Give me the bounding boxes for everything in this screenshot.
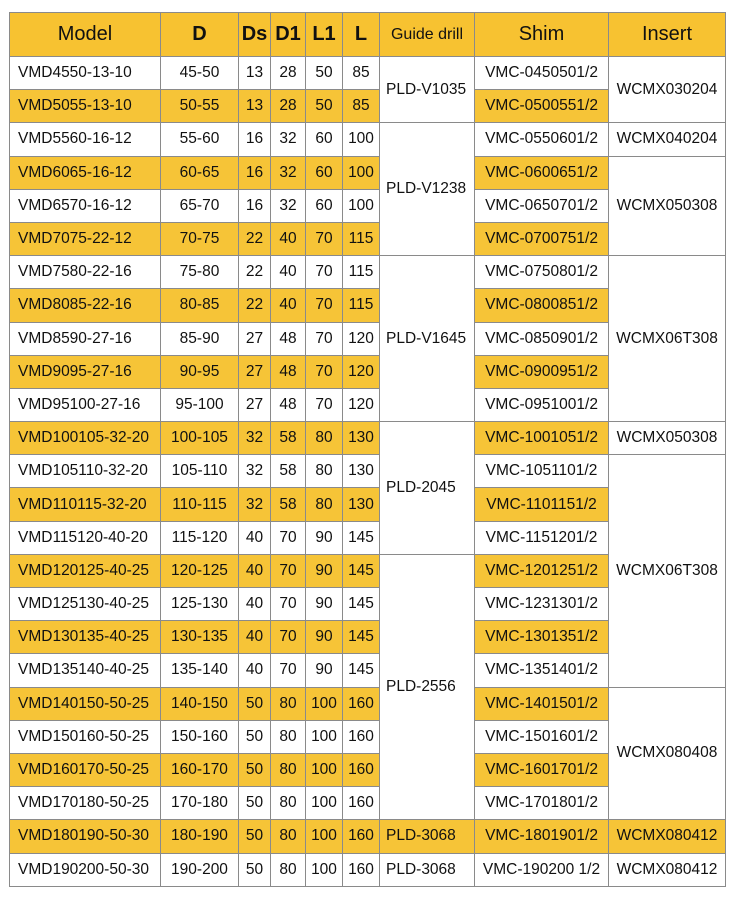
- l-cell: 85: [343, 57, 380, 90]
- d-cell: 95-100: [161, 388, 239, 421]
- ds-cell: 50: [239, 853, 271, 886]
- ds-cell: 50: [239, 720, 271, 753]
- header-model: Model: [10, 13, 161, 57]
- l-cell: 115: [343, 222, 380, 255]
- ds-cell: 16: [239, 189, 271, 222]
- l-cell: 160: [343, 753, 380, 786]
- d1-cell: 80: [271, 720, 306, 753]
- l1-cell: 60: [306, 156, 343, 189]
- model-cell: VMD170180-50-25: [10, 787, 161, 820]
- d-cell: 120-125: [161, 554, 239, 587]
- d1-cell: 40: [271, 256, 306, 289]
- l1-cell: 90: [306, 521, 343, 554]
- l-cell: 145: [343, 554, 380, 587]
- l-cell: 130: [343, 455, 380, 488]
- shim-cell: VMC-1101151/2: [475, 488, 609, 521]
- insert-cell: WCMX080412: [609, 820, 726, 853]
- ds-cell: 27: [239, 388, 271, 421]
- model-cell: VMD120125-40-25: [10, 554, 161, 587]
- l-cell: 145: [343, 654, 380, 687]
- l1-cell: 100: [306, 820, 343, 853]
- ds-cell: 40: [239, 588, 271, 621]
- l1-cell: 70: [306, 355, 343, 388]
- d-cell: 100-105: [161, 422, 239, 455]
- guide-drill-cell: PLD-V1035: [380, 57, 475, 123]
- d1-cell: 70: [271, 588, 306, 621]
- shim-cell: VMC-0600651/2: [475, 156, 609, 189]
- guide-drill-cell: PLD-V1645: [380, 256, 475, 422]
- insert-cell: WCMX030204: [609, 57, 726, 123]
- l1-cell: 60: [306, 189, 343, 222]
- d-cell: 60-65: [161, 156, 239, 189]
- l1-cell: 100: [306, 687, 343, 720]
- d1-cell: 48: [271, 355, 306, 388]
- shim-cell: VMC-1351401/2: [475, 654, 609, 687]
- d-cell: 85-90: [161, 322, 239, 355]
- d1-cell: 70: [271, 654, 306, 687]
- ds-cell: 22: [239, 256, 271, 289]
- l1-cell: 50: [306, 57, 343, 90]
- l1-cell: 90: [306, 654, 343, 687]
- d-cell: 110-115: [161, 488, 239, 521]
- l1-cell: 70: [306, 289, 343, 322]
- d-cell: 75-80: [161, 256, 239, 289]
- l1-cell: 50: [306, 90, 343, 123]
- insert-cell: WCMX050308: [609, 422, 726, 455]
- ds-cell: 50: [239, 753, 271, 786]
- shim-cell: VMC-1801901/2: [475, 820, 609, 853]
- header-row: [10, 13, 726, 57]
- d1-cell: 70: [271, 554, 306, 587]
- model-cell: VMD125130-40-25: [10, 588, 161, 621]
- guide-drill-cell: PLD-2556: [380, 554, 475, 820]
- shim-cell: VMC-0500551/2: [475, 90, 609, 123]
- insert-cell: WCMX080412: [609, 853, 726, 886]
- l-cell: 100: [343, 189, 380, 222]
- model-cell: VMD8590-27-16: [10, 322, 161, 355]
- table-row: [10, 156, 726, 189]
- d1-cell: 70: [271, 521, 306, 554]
- l1-cell: 90: [306, 621, 343, 654]
- header-d: D: [161, 13, 239, 57]
- l-cell: 160: [343, 720, 380, 753]
- d1-cell: 32: [271, 123, 306, 156]
- d1-cell: 40: [271, 222, 306, 255]
- insert-cell: WCMX050308: [609, 156, 726, 256]
- ds-cell: 13: [239, 90, 271, 123]
- shim-cell: VMC-190200 1/2: [475, 853, 609, 886]
- l-cell: 160: [343, 820, 380, 853]
- l1-cell: 70: [306, 256, 343, 289]
- table-row: [10, 455, 726, 488]
- model-cell: VMD180190-50-30: [10, 820, 161, 853]
- shim-cell: VMC-1231301/2: [475, 588, 609, 621]
- l-cell: 130: [343, 488, 380, 521]
- ds-cell: 40: [239, 621, 271, 654]
- ds-cell: 27: [239, 322, 271, 355]
- l1-cell: 100: [306, 787, 343, 820]
- header-d1: D1: [271, 13, 306, 57]
- model-cell: VMD6065-16-12: [10, 156, 161, 189]
- header-l: L: [343, 13, 380, 57]
- table-row: [10, 123, 726, 156]
- shim-cell: VMC-0800851/2: [475, 289, 609, 322]
- d-cell: 135-140: [161, 654, 239, 687]
- model-cell: VMD6570-16-12: [10, 189, 161, 222]
- l1-cell: 90: [306, 554, 343, 587]
- model-cell: VMD7075-22-12: [10, 222, 161, 255]
- table-row: [10, 820, 726, 853]
- d1-cell: 80: [271, 820, 306, 853]
- d1-cell: 80: [271, 853, 306, 886]
- d1-cell: 32: [271, 189, 306, 222]
- model-cell: VMD4550-13-10: [10, 57, 161, 90]
- model-cell: VMD8085-22-16: [10, 289, 161, 322]
- shim-cell: VMC-1701801/2: [475, 787, 609, 820]
- shim-cell: VMC-0550601/2: [475, 123, 609, 156]
- ds-cell: 22: [239, 289, 271, 322]
- d-cell: 105-110: [161, 455, 239, 488]
- l1-cell: 100: [306, 853, 343, 886]
- d-cell: 140-150: [161, 687, 239, 720]
- shim-cell: VMC-1151201/2: [475, 521, 609, 554]
- model-cell: VMD160170-50-25: [10, 753, 161, 786]
- shim-cell: VMC-0650701/2: [475, 189, 609, 222]
- l-cell: 130: [343, 422, 380, 455]
- shim-cell: VMC-1201251/2: [475, 554, 609, 587]
- shim-cell: VMC-1501601/2: [475, 720, 609, 753]
- d-cell: 55-60: [161, 123, 239, 156]
- model-cell: VMD100105-32-20: [10, 422, 161, 455]
- ds-cell: 27: [239, 355, 271, 388]
- l-cell: 100: [343, 123, 380, 156]
- header-shim: Shim: [475, 13, 609, 57]
- ds-cell: 50: [239, 820, 271, 853]
- shim-cell: VMC-0700751/2: [475, 222, 609, 255]
- l-cell: 120: [343, 322, 380, 355]
- spec-table-container: [9, 12, 726, 887]
- l1-cell: 80: [306, 488, 343, 521]
- l-cell: 160: [343, 787, 380, 820]
- ds-cell: 22: [239, 222, 271, 255]
- model-cell: VMD190200-50-30: [10, 853, 161, 886]
- l-cell: 145: [343, 621, 380, 654]
- header-insert: Insert: [609, 13, 726, 57]
- l1-cell: 60: [306, 123, 343, 156]
- guide-drill-cell: PLD-2045: [380, 422, 475, 555]
- shim-cell: VMC-1601701/2: [475, 753, 609, 786]
- l1-cell: 100: [306, 720, 343, 753]
- shim-cell: VMC-1401501/2: [475, 687, 609, 720]
- d-cell: 65-70: [161, 189, 239, 222]
- d1-cell: 32: [271, 156, 306, 189]
- spec-table: [9, 12, 726, 887]
- table-row: [10, 422, 726, 455]
- d-cell: 50-55: [161, 90, 239, 123]
- insert-cell: WCMX06T308: [609, 455, 726, 687]
- model-cell: VMD5560-16-12: [10, 123, 161, 156]
- l1-cell: 70: [306, 388, 343, 421]
- ds-cell: 40: [239, 521, 271, 554]
- d-cell: 45-50: [161, 57, 239, 90]
- l-cell: 145: [343, 588, 380, 621]
- l1-cell: 90: [306, 588, 343, 621]
- insert-cell: WCMX080408: [609, 687, 726, 820]
- ds-cell: 32: [239, 488, 271, 521]
- model-cell: VMD5055-13-10: [10, 90, 161, 123]
- l-cell: 160: [343, 853, 380, 886]
- l-cell: 160: [343, 687, 380, 720]
- l-cell: 100: [343, 156, 380, 189]
- model-cell: VMD7580-22-16: [10, 256, 161, 289]
- model-cell: VMD105110-32-20: [10, 455, 161, 488]
- l-cell: 120: [343, 355, 380, 388]
- d1-cell: 28: [271, 57, 306, 90]
- model-cell: VMD95100-27-16: [10, 388, 161, 421]
- d1-cell: 28: [271, 90, 306, 123]
- l1-cell: 100: [306, 753, 343, 786]
- shim-cell: VMC-0850901/2: [475, 322, 609, 355]
- guide-drill-cell: PLD-3068: [380, 820, 475, 853]
- l-cell: 145: [343, 521, 380, 554]
- model-cell: VMD150160-50-25: [10, 720, 161, 753]
- l1-cell: 80: [306, 455, 343, 488]
- d-cell: 150-160: [161, 720, 239, 753]
- d-cell: 115-120: [161, 521, 239, 554]
- d1-cell: 58: [271, 455, 306, 488]
- ds-cell: 16: [239, 123, 271, 156]
- d1-cell: 70: [271, 621, 306, 654]
- guide-drill-cell: PLD-V1238: [380, 123, 475, 256]
- d1-cell: 40: [271, 289, 306, 322]
- shim-cell: VMC-0951001/2: [475, 388, 609, 421]
- ds-cell: 40: [239, 554, 271, 587]
- table-row: [10, 256, 726, 289]
- shim-cell: VMC-1051101/2: [475, 455, 609, 488]
- model-cell: VMD110115-32-20: [10, 488, 161, 521]
- ds-cell: 16: [239, 156, 271, 189]
- model-cell: VMD140150-50-25: [10, 687, 161, 720]
- ds-cell: 50: [239, 687, 271, 720]
- d-cell: 190-200: [161, 853, 239, 886]
- l1-cell: 70: [306, 222, 343, 255]
- d1-cell: 58: [271, 488, 306, 521]
- d1-cell: 48: [271, 388, 306, 421]
- header-guide-drill: Guide drill: [380, 13, 475, 57]
- header-l1: L1: [306, 13, 343, 57]
- ds-cell: 13: [239, 57, 271, 90]
- l-cell: 120: [343, 388, 380, 421]
- d-cell: 160-170: [161, 753, 239, 786]
- d1-cell: 80: [271, 753, 306, 786]
- d-cell: 180-190: [161, 820, 239, 853]
- l-cell: 115: [343, 256, 380, 289]
- d-cell: 90-95: [161, 355, 239, 388]
- table-row: [10, 853, 726, 886]
- l1-cell: 70: [306, 322, 343, 355]
- insert-cell: WCMX040204: [609, 123, 726, 156]
- ds-cell: 32: [239, 455, 271, 488]
- l-cell: 85: [343, 90, 380, 123]
- d1-cell: 80: [271, 787, 306, 820]
- d-cell: 170-180: [161, 787, 239, 820]
- shim-cell: VMC-0750801/2: [475, 256, 609, 289]
- model-cell: VMD9095-27-16: [10, 355, 161, 388]
- shim-cell: VMC-0450501/2: [475, 57, 609, 90]
- table-row: [10, 687, 726, 720]
- shim-cell: VMC-0900951/2: [475, 355, 609, 388]
- d1-cell: 58: [271, 422, 306, 455]
- header-ds: Ds: [239, 13, 271, 57]
- d-cell: 125-130: [161, 588, 239, 621]
- model-cell: VMD135140-40-25: [10, 654, 161, 687]
- d-cell: 80-85: [161, 289, 239, 322]
- ds-cell: 32: [239, 422, 271, 455]
- ds-cell: 40: [239, 654, 271, 687]
- l-cell: 115: [343, 289, 380, 322]
- insert-cell: WCMX06T308: [609, 256, 726, 422]
- shim-cell: VMC-1301351/2: [475, 621, 609, 654]
- ds-cell: 50: [239, 787, 271, 820]
- table-row: [10, 57, 726, 90]
- d-cell: 130-135: [161, 621, 239, 654]
- d-cell: 70-75: [161, 222, 239, 255]
- d1-cell: 48: [271, 322, 306, 355]
- guide-drill-cell: PLD-3068: [380, 853, 475, 886]
- model-cell: VMD130135-40-25: [10, 621, 161, 654]
- model-cell: VMD115120-40-20: [10, 521, 161, 554]
- l1-cell: 80: [306, 422, 343, 455]
- shim-cell: VMC-1001051/2: [475, 422, 609, 455]
- d1-cell: 80: [271, 687, 306, 720]
